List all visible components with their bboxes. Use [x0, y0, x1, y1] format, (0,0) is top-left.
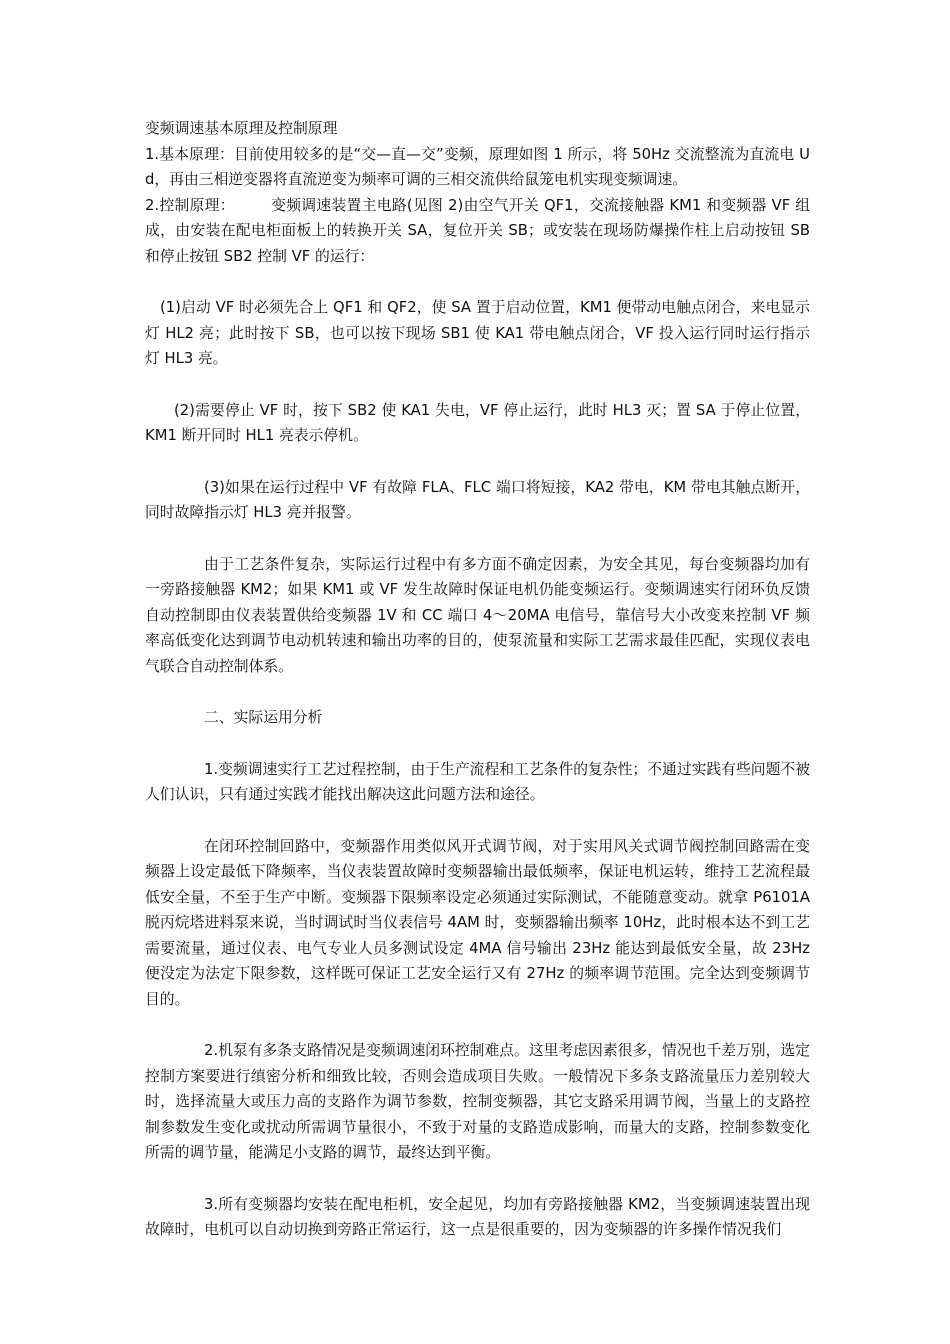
paragraph-process-conditions: 由于工艺条件复杂，实际运行过程中有多方面不确定因素，为安全其见，每台变频器均加有一旁路接触器 KM2；如果 KM1 或 VF 发生故障时保证电机仍能变频运行。变频调速实行闭环负反馈自动控制即由仪表装置供给变频器 1V 和 CC 端口 4～20MA 电信号，靠信号大小改变来控制 VF 频率高低变化达到调节电动机转速和输出功率的目的，使泵流量和实际工艺需求最佳匹配，实现仪表电气联合自动控制体系。	[145, 555, 810, 675]
paragraph-fault-vf: (3)如果在运行过程中 VF 有故障 FLA、FLC 端口将短接，KA2 带电，KM 带电其触点断开，同时故障指示灯 HL3 亮并报警。	[145, 478, 810, 521]
paragraph-basic-principle: 1.基本原理：目前使用较多的是“交—直—交”变频，原理如图 1 所示，将 50Hz 交流整流为直流电 Ud，再由三相逆变器将直流逆变为频率可调的三相交流供给鼠笼电机实现变频调速。	[145, 145, 810, 188]
section-heading-analysis: 二、实际运用分析	[204, 709, 323, 726]
paragraph-control-principle	[145, 193, 810, 270]
paragraph-stop-vf: (2)需要停止 VF 时，按下 SB2 使 KA1 失电，VF 停止运行，此时 HL3 灭；置 SA 于停止位置，KM1 断开同时 HL1 亮表示停机。	[145, 401, 810, 444]
paragraph-analysis-3: 3.所有变频器均安装在配电柜机，安全起见，均加有旁路接触器 KM2，当变频调速装置出现故障时，电机可以自动切换到旁路正常运行，这一点是很重要的，因为变频器的许多操作情况我们	[145, 1195, 810, 1238]
paragraph-start-vf: (1)启动 VF 时必须先合上 QF1 和 QF2，使 SA 置于启动位置，KM1 便带动电触点闭合，来电显示灯 HL2 亮；此时按下 SB，也可以按下现场 SB1 使 KA1 带电触点闭合，VF 投入运行同时运行指示灯 HL3 亮。	[145, 299, 810, 367]
document-page	[145, 112, 810, 1238]
paragraph-closed-loop: 在闭环控制回路中，变频器作用类似风开式调节阀，对于实用风关式调节阀控制回路需在变频器上设定最低下降频率，当仪表装置故障时变频器输出最低频率，保证电机运转，维持工艺流程最低安全量，不至于生产中断。变频器下限频率设定必须通过实际测试，不能随意变动。就拿 P6101A 脱丙烷塔进料泵来说，当时调试时当仪表信号 4AM 时，变频器输出频率 10Hz，此时根本达不到工艺需要流量，通过仪表、电气专业人员多测试设定 4MA 信号输出 23Hz 能达到最低安全量，故 23Hz 便没定为法定下限参数，这样既可保证工艺安全运行又有 27Hz 的频率调节范围。完全达到变频调节目的。	[145, 837, 810, 1008]
control-principle-body: 变频调速装置主电路(见图 2)由空气开关 QF1，交流接触器 KM1 和变频器 VF 组成，由安装在配电柜面板上的转换开关 SA，复位开关 SB；或安装在现场防爆操作柱上启动按钮 SB 和停止按钮 SB2 控制 VF 的运行：	[145, 196, 810, 265]
paragraph-analysis-2: 2.机泵有多条支路情况是变频调速闭环控制难点。这里考虑因素很多，情况也千差万别，选定控制方案要进行缜密分析和细致比较，否则会造成项目失败。一般情况下多条支路流量压力差别较大时，选择流量大或压力高的支路作为调节参数，控制变频器，其它支路采用调节阀，当量上的支路控制参数发生变化或扰动所需调节量很小，不致于对量的支路造成影响，而量大的支路，控制参数变化所需的调节量，能满足小支路的调节，最终达到平衡。	[145, 1042, 810, 1161]
control-principle-label: 2.控制原理：	[145, 196, 235, 214]
paragraph-analysis-1: 1.变频调速实行工艺过程控制，由于生产流程和工艺条件的复杂性；不通过实践有些问题不被人们认识，只有通过实践才能找出解决这此问题方法和途径。	[145, 760, 810, 803]
document-title: 变频调速基本原理及控制原理	[145, 120, 338, 137]
